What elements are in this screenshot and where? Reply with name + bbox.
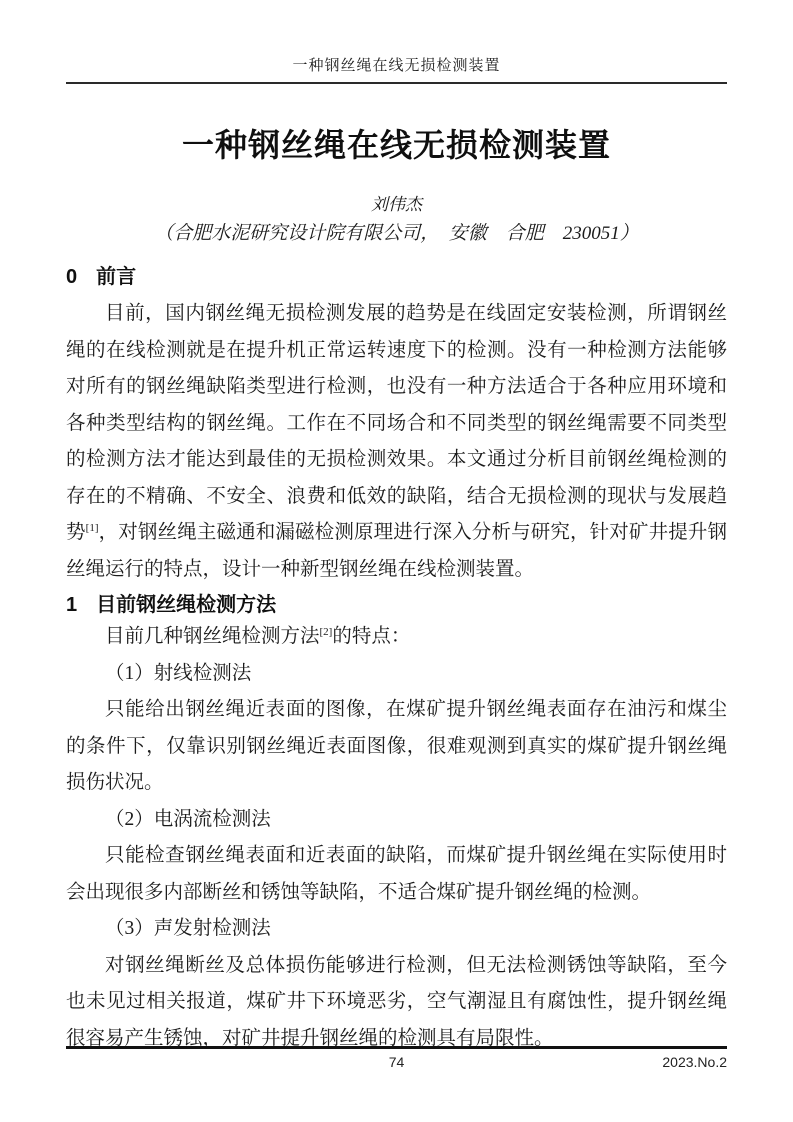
section-0-number: 0 <box>66 266 78 288</box>
section-0-heading <box>66 263 727 291</box>
section-0-title: 前言 <box>96 266 137 288</box>
issue-number: 2023.No.2 <box>662 1054 727 1070</box>
paper-title: 一种钢丝绳在线无损检测装置 <box>181 127 611 163</box>
method-2-label: （2）电涡流检测法 <box>105 808 271 830</box>
author-name: 刘伟杰 <box>371 195 422 214</box>
section-1-number: 1 <box>66 594 78 616</box>
header-rule <box>66 82 727 84</box>
foreword-text: 目前，国内钢丝绳无损检测发展的趋势是在线固定安装检测，所谓钢丝绳的在线检测就是在提升机正常运转速度下的检测。没有一种检测方法能够对所有的钢丝绳缺陷类型进行检测，也没有一种方法适合于各种应用环境和各种类型结构的钢丝绳。工作在不同场合和不同类型的钢丝绳需要不同类型的检测方法才能达到最佳的无损检测效果。本文通过分析目前钢丝绳检测的存在的不精确、不安全、浪费和低效的缺陷，结合无损检测的现状与发展趋势 <box>66 303 727 543</box>
methods-intro-text: 目前几种钢丝绳检测方法 <box>105 626 320 647</box>
method-2-description: 只能检查钢丝绳表面和近表面的缺陷，而煤矿提升钢丝绳在实际使用时会出现很多内部断丝和锈蚀等缺陷，不适合煤矿提升钢丝绳的检测。 <box>66 845 727 903</box>
method-3-description: 对钢丝绳断丝及总体损伤能够进行检测，但无法检测锈蚀等缺陷，至今也未见过相关报道，煤矿井下环境恶劣，空气潮湿且有腐蚀性，提升钢丝绳很容易产生锈蚀，对矿井提升钢丝绳的检测具有局限性。 <box>66 954 727 1049</box>
method-3-label: （3）声发射检测法 <box>105 918 271 939</box>
section-1-title: 目前钢丝绳检测方法 <box>96 594 277 616</box>
methods-intro-paragraph <box>66 619 727 656</box>
page-footer <box>66 1046 727 1071</box>
page-number: 74 <box>388 1054 405 1070</box>
methods-intro-text-continued: 的特点： <box>332 626 411 647</box>
method-1-label: （1）射线检测法 <box>105 662 252 684</box>
section-1-heading <box>66 591 727 619</box>
method-1-description: 只能给出钢丝绳近表面的图像，在煤矿提升钢丝绳表面存在油污和煤尘的条件下，仅靠识别钢丝绳近表面图像，很难观测到真实的煤矿提升钢丝绳损伤状况。 <box>66 699 727 793</box>
footer-row <box>66 1053 727 1071</box>
foreword-text-continued: ，对钢丝绳主磁通和漏磁检测原理进行深入分析与研究，针对矿井提升钢丝绳运行的特点，设计一种新型钢丝绳在线检测装置。 <box>66 522 727 580</box>
citation-2-superscript: [2] <box>319 626 333 638</box>
citation-1-superscript: [1] <box>85 522 99 534</box>
author-affiliation: （合肥水泥研究设计院有限公司， 安徽 合肥 230051） <box>154 223 639 244</box>
footer-rule <box>66 1046 727 1049</box>
foreword-paragraph <box>66 296 727 588</box>
running-head: 一种钢丝绳在线无损检测装置 <box>292 58 501 74</box>
